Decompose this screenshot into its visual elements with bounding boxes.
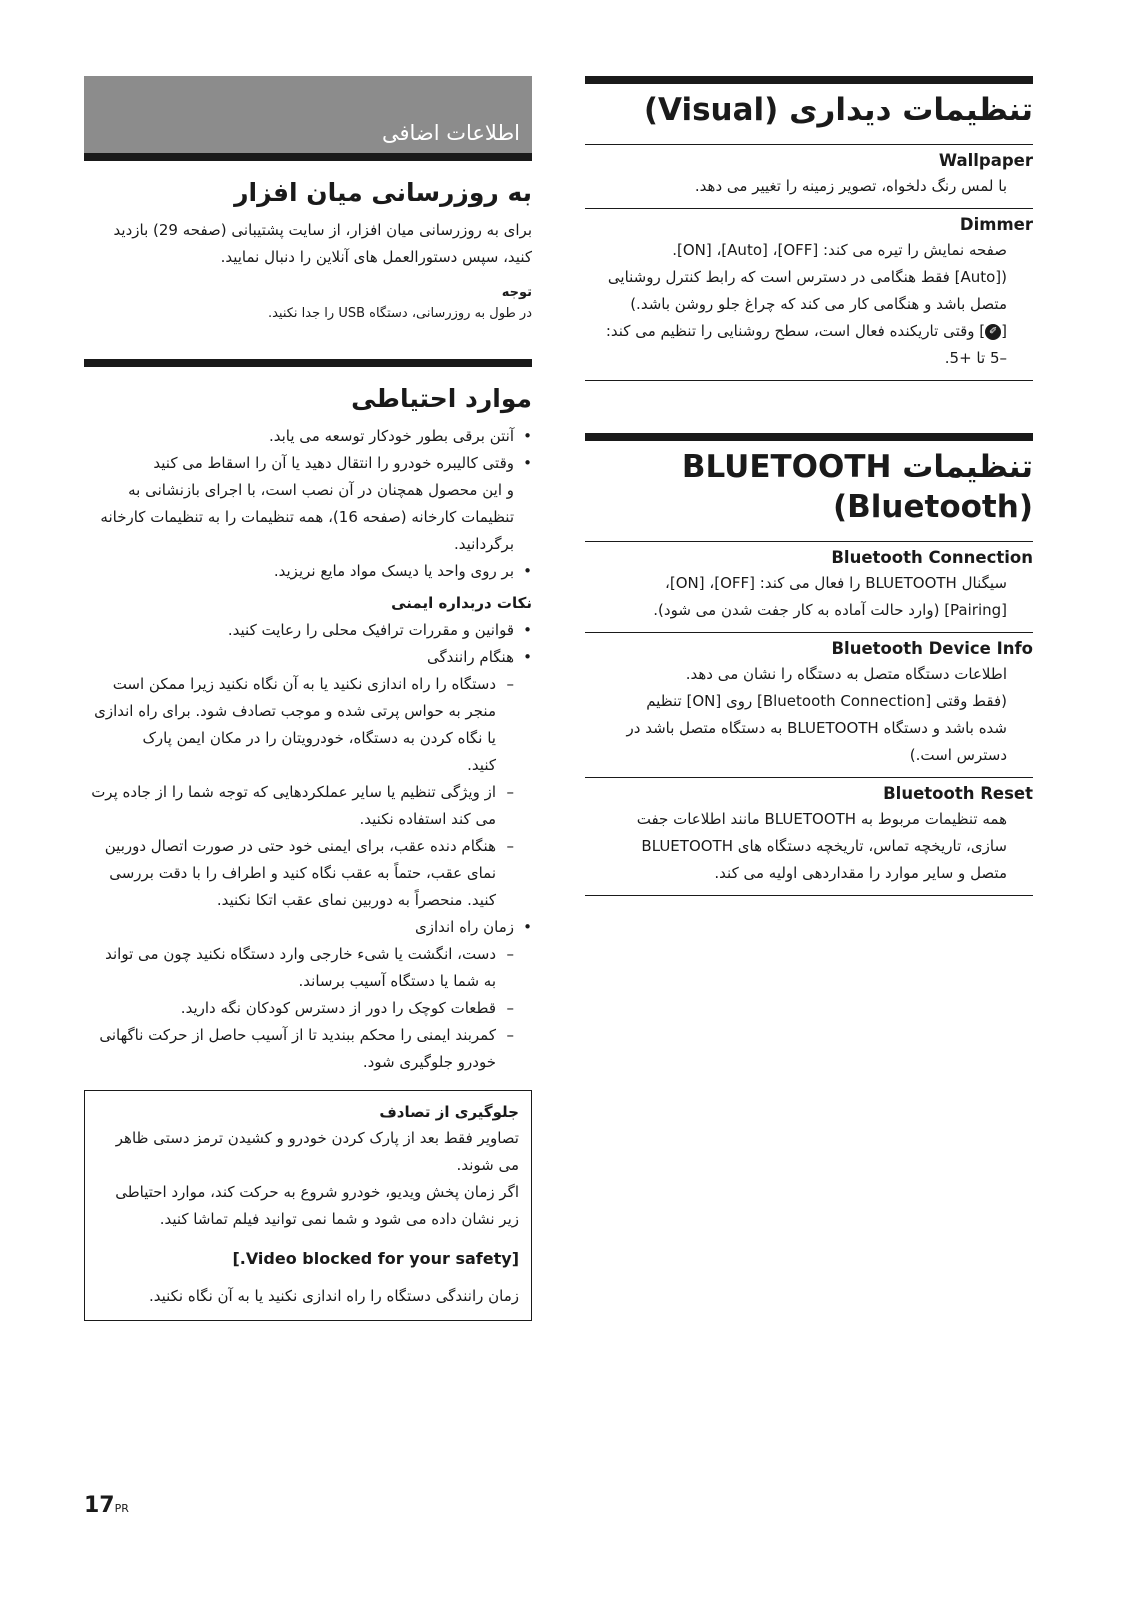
visual-settings-heading: تنظیمات دیداری (Visual) — [643, 92, 1033, 128]
dash-item — [84, 941, 514, 995]
list-item: • قوانین و مقررات ترافیک محلی را رعایت کنید. — [84, 617, 532, 644]
wallpaper-entry — [585, 144, 1033, 208]
page-language-suffix: PR — [114, 1502, 129, 1515]
note-body: در طول به روزرسانی، دستگاه USB را جدا نکنید. — [267, 306, 532, 321]
body-line: همه تنظیمات مربوط به BLUETOOTH مانند اطلاعات جفت — [636, 810, 1007, 828]
list-item: • هنگام رانندگی — [84, 644, 532, 671]
dash-line: به شما یا دستگاه آسیب برساند. — [298, 972, 496, 990]
page-number — [84, 1492, 129, 1523]
list-item: • آنتن برقی بطور خودکار توسعه می یابد. — [84, 423, 532, 450]
dimmer-line: متصل باشد و هنگامی کار می کند که چراغ جلو روشن باشد.) — [630, 295, 1007, 313]
note-title: توجه — [501, 285, 532, 300]
precautions-heading: موارد احتیاطی — [351, 384, 532, 413]
dash-line: می کند استفاده نکنید. — [359, 810, 496, 828]
dimmer-body — [585, 237, 1033, 372]
dash-line: خودرو جلوگیری شود. — [362, 1053, 496, 1071]
right-column — [585, 76, 1033, 896]
left-column — [84, 76, 532, 1321]
page-number-value: 17 — [84, 1493, 115, 1518]
dimmer-title: Dimmer — [959, 215, 1033, 234]
bluetooth-reset-entry — [585, 777, 1033, 895]
dash-line: کنید. — [467, 756, 496, 774]
section-rule — [84, 359, 532, 367]
box-line: زمان رانندگی دستگاه را راه اندازی نکنید یا به آن نگاه نکنید. — [148, 1287, 519, 1305]
body-line: متصل و سایر موارد را مقداردهی اولیه می کند. — [714, 864, 1007, 882]
dimmer-line: ([Auto] فقط هنگامی در دسترس است که رابط کنترل روشنایی — [607, 268, 1007, 286]
dash-item — [84, 1022, 514, 1076]
body-line: (فقط وقتی [Bluetooth Connection] روی [ON] تنظیم — [646, 692, 1007, 710]
banner-title: اطلاعات اضافی — [381, 121, 520, 145]
dash-line: – دستگاه را راه اندازی نکنید یا به آن نگاه نکنید زیرا ممکن است — [112, 675, 496, 693]
box-line: اگر زمان پخش ویدیو، خودرو شروع به حرکت کند، موارد احتیاطی — [115, 1183, 519, 1201]
body-line: سیگنال BLUETOOTH را فعال می کند: [OFF]، [ON]، — [665, 574, 1007, 592]
bluetooth-connection-entry — [585, 541, 1033, 632]
bluetooth-reset-body — [585, 806, 1033, 887]
section-top-bar — [585, 433, 1033, 441]
section-banner — [84, 76, 532, 161]
list-item-line: و این محصول همچنان در آن نصب است، با اجرای بازنشانی به — [128, 481, 514, 499]
dash-item — [84, 779, 514, 833]
bluetooth-connection-title: Bluetooth Connection — [831, 548, 1033, 567]
dash-item — [84, 833, 514, 914]
dimmer-line: صفحه نمایش را تیره می کند: [OFF]، [Auto]، [ON]. — [672, 241, 1007, 259]
box-line: می شوند. — [456, 1156, 519, 1174]
dash-item: – قطعات کوچک را دور از دسترس کودکان نگه دارید. — [84, 995, 514, 1022]
box-line: تصاویر فقط بعد از پارک کردن خودرو و کشیدن ترمز دستی ظاهر — [115, 1129, 519, 1147]
body-line: شده باشد و دستگاه BLUETOOTH به دستگاه متصل باشد در — [626, 719, 1007, 737]
body-line: سازی، تاریخچه تماس، تاریخچه دستگاه های BLUETOOTH — [641, 837, 1007, 855]
list-item: • زمان راه اندازی — [84, 914, 532, 941]
bluetooth-settings-heading: تنظیمات BLUETOOTH (Bluetooth) — [681, 449, 1033, 525]
dash-line: – از ویژگی تنظیم یا سایر عملکردهایی که توجه شما را از جاده پرت — [91, 783, 496, 801]
safety-heading: نکات دربداره ایمنی — [391, 594, 532, 612]
dimmer-line-text: ] وقتی تاریکنده فعال است، سطح روشنایی را تنظیم می کند: — [605, 322, 986, 340]
list-item-line: تنظیمات کارخانه (صفحه 16)، همه تنظیمات را به تنظیمات کارخانه — [100, 508, 514, 526]
body-line: اطلاعات دستگاه متصل به دستگاه را نشان می دهد. — [685, 665, 1007, 683]
box-line: زیر نشان داده می شود و شما نمی توانید فیلم تماشا کنید. — [159, 1210, 519, 1228]
dimmer-line — [585, 318, 1007, 345]
list-item: • بر روی واحد یا دیسک مواد مایع نریزید. — [84, 558, 532, 585]
video-blocked-message: [Video blocked for your safety.] — [232, 1249, 519, 1268]
dimmer-entry — [585, 208, 1033, 380]
dash-line: منجر به حواس پرتی شده و موجب تصادف شود. برای راه اندازی — [94, 702, 496, 720]
bluetooth-device-info-body — [585, 661, 1033, 769]
body-line: کنید، سپس دستورالعمل های آنلاین را دنبال نمایید. — [220, 248, 532, 266]
operation-dash-list — [84, 941, 532, 1076]
dash-line: یا نگاه کردن به دستگاه، خودرویتان را در مکان ایمن پارک — [142, 729, 496, 747]
wallpaper-title: Wallpaper — [938, 151, 1033, 170]
driving-dash-list — [84, 671, 532, 914]
accident-prevention-box — [84, 1090, 532, 1321]
dash-line: – دست، انگشت یا شیء خارجی وارد دستگاه نکنید چون می تواند — [105, 945, 496, 963]
body-line: برای به روزرسانی میان افزار، از سایت پشتیبانی (صفحه 29) بازدید — [113, 221, 532, 239]
section-top-bar — [585, 76, 1033, 84]
dash-item — [84, 671, 514, 779]
dash-line: کنید. منحصراً به دوربین نمای عقب اتکا نکنید. — [216, 891, 496, 909]
bluetooth-reset-title: Bluetooth Reset — [883, 784, 1033, 803]
wallpaper-body: با لمس رنگ دلخواه، تصویر زمینه را تغییر می دهد. — [694, 177, 1007, 195]
bracket-open: [ — [1001, 322, 1007, 340]
list-item — [84, 450, 532, 558]
dash-line: نمای عقب، حتماً به عقب نگاه کنید و اطراف را با دقت بررسی — [109, 864, 496, 882]
firmware-update-heading: به روزرسانی میان افزار — [234, 178, 532, 207]
dash-line: – کمربند ایمنی را محکم ببندید تا از آسیب حاصل از حرکت ناگهانی — [99, 1026, 496, 1044]
precautions-list — [84, 423, 532, 585]
body-line: دسترس است.) — [909, 746, 1007, 764]
list-item-line: • وقتی کالیبره خودرو را انتقال دهید یا آن را اسقاط می کنید — [153, 454, 514, 472]
list-item-line: برگردانید. — [453, 535, 514, 553]
dimmer-icon: ✐ — [985, 324, 1001, 340]
safety-list — [84, 617, 532, 671]
operation-list — [84, 914, 532, 941]
body-line: [Pairing] (وارد حالت آماده به کار جفت شدن می شود). — [653, 601, 1007, 619]
bluetooth-device-info-title: Bluetooth Device Info — [831, 639, 1033, 658]
bluetooth-connection-body — [585, 570, 1033, 624]
divider — [585, 895, 1033, 896]
dash-line: – هنگام دنده عقب، برای ایمنی خود حتی در صورت اتصال دوربین — [104, 837, 496, 855]
bluetooth-device-info-entry — [585, 632, 1033, 777]
box-title: جلوگیری از تصادف — [379, 1103, 519, 1121]
dimmer-line: –5 تا +5. — [944, 349, 1007, 367]
